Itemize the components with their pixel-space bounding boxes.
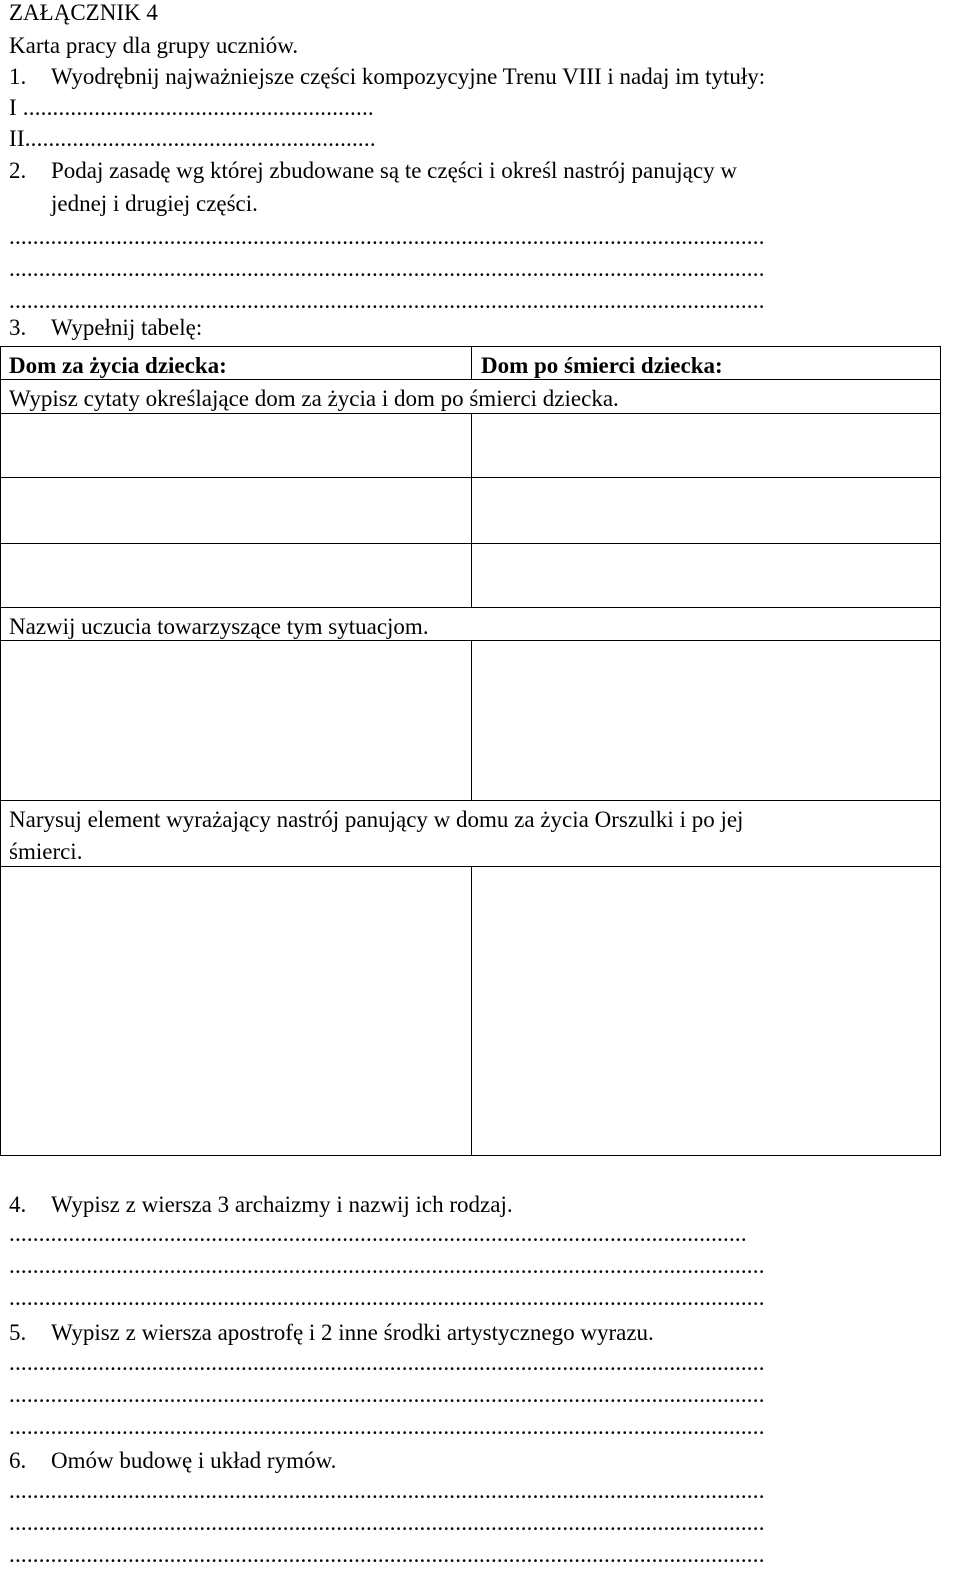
table-header-right: Dom po śmierci dziecka:: [481, 353, 723, 378]
task1-number: 1.: [9, 64, 27, 89]
task2-text-line2: jednej i drugiej części.: [51, 191, 258, 216]
task6-text: Omów budowę i układ rymów.: [51, 1448, 337, 1473]
task2-answer-line: ...............................................................................................................................: [9, 256, 765, 281]
task5-answer-line: ...............................................................................................................................: [9, 1382, 765, 1407]
task6-answer-line: ...............................................................................................................................: [9, 1510, 765, 1535]
task1-answer-i: I ...........................................................: [9, 95, 374, 120]
task6-answer-line: ...............................................................................................................................: [9, 1478, 765, 1503]
comparison-table: [0, 346, 941, 1156]
table-divider: [1, 607, 940, 608]
table-column-divider: [471, 413, 472, 607]
task2-number: 2.: [9, 158, 27, 183]
task1-answer-ii: II...........................................................: [9, 126, 376, 151]
task3-text: Wypełnij tabelę:: [51, 315, 203, 340]
task2-text-line1: Podaj zasadę wg której zbudowane są te części i określ nastrój panujący w: [51, 158, 737, 183]
table-column-divider: [471, 866, 472, 1156]
task6-answer-line: ...............................................................................................................................: [9, 1542, 765, 1567]
table-header-left: Dom za życia dziecka:: [9, 353, 227, 378]
task3-number: 3.: [9, 315, 27, 340]
table-divider: [1, 379, 940, 380]
task2-answer-line: ...............................................................................................................................: [9, 224, 765, 249]
table-instruction-quotes: Wypisz cytaty określające dom za życia i dom po śmierci dziecka.: [9, 386, 619, 411]
table-column-divider: [471, 347, 472, 379]
task2-answer-line: ...............................................................................................................................: [9, 288, 765, 313]
table-instruction-feelings: Nazwij uczucia towarzyszące tym sytuacjom.: [9, 614, 429, 639]
table-instruction-draw: Narysuj element wyrażający nastrój panujący w domu za życia Orszulki i po jej: [9, 807, 744, 832]
annex-title: ZAŁĄCZNIK 4: [9, 0, 158, 25]
task1-text: Wyodrębnij najważniejsze części kompozycyjne Trenu VIII i nadaj im tytuły:: [51, 64, 766, 89]
task4-answer-line: ............................................................................................................................: [9, 1221, 747, 1246]
task4-text: Wypisz z wiersza 3 archaizmy i nazwij ich rodzaj.: [51, 1192, 513, 1217]
table-instruction-draw: śmierci.: [9, 839, 83, 864]
task6-number: 6.: [9, 1448, 27, 1473]
table-column-divider: [471, 640, 472, 800]
task5-answer-line: ...............................................................................................................................: [9, 1414, 765, 1439]
task4-number: 4.: [9, 1192, 27, 1217]
table-divider: [1, 800, 940, 801]
task5-answer-line: ...............................................................................................................................: [9, 1350, 765, 1375]
task4-answer-line: ...............................................................................................................................: [9, 1285, 765, 1310]
task4-answer-line: ...............................................................................................................................: [9, 1253, 765, 1278]
worksheet-subtitle: Karta pracy dla grupy uczniów.: [9, 33, 299, 58]
task5-text: Wypisz z wiersza apostrofę i 2 inne środki artystycznego wyrazu.: [51, 1320, 654, 1345]
task5-number: 5.: [9, 1320, 27, 1345]
